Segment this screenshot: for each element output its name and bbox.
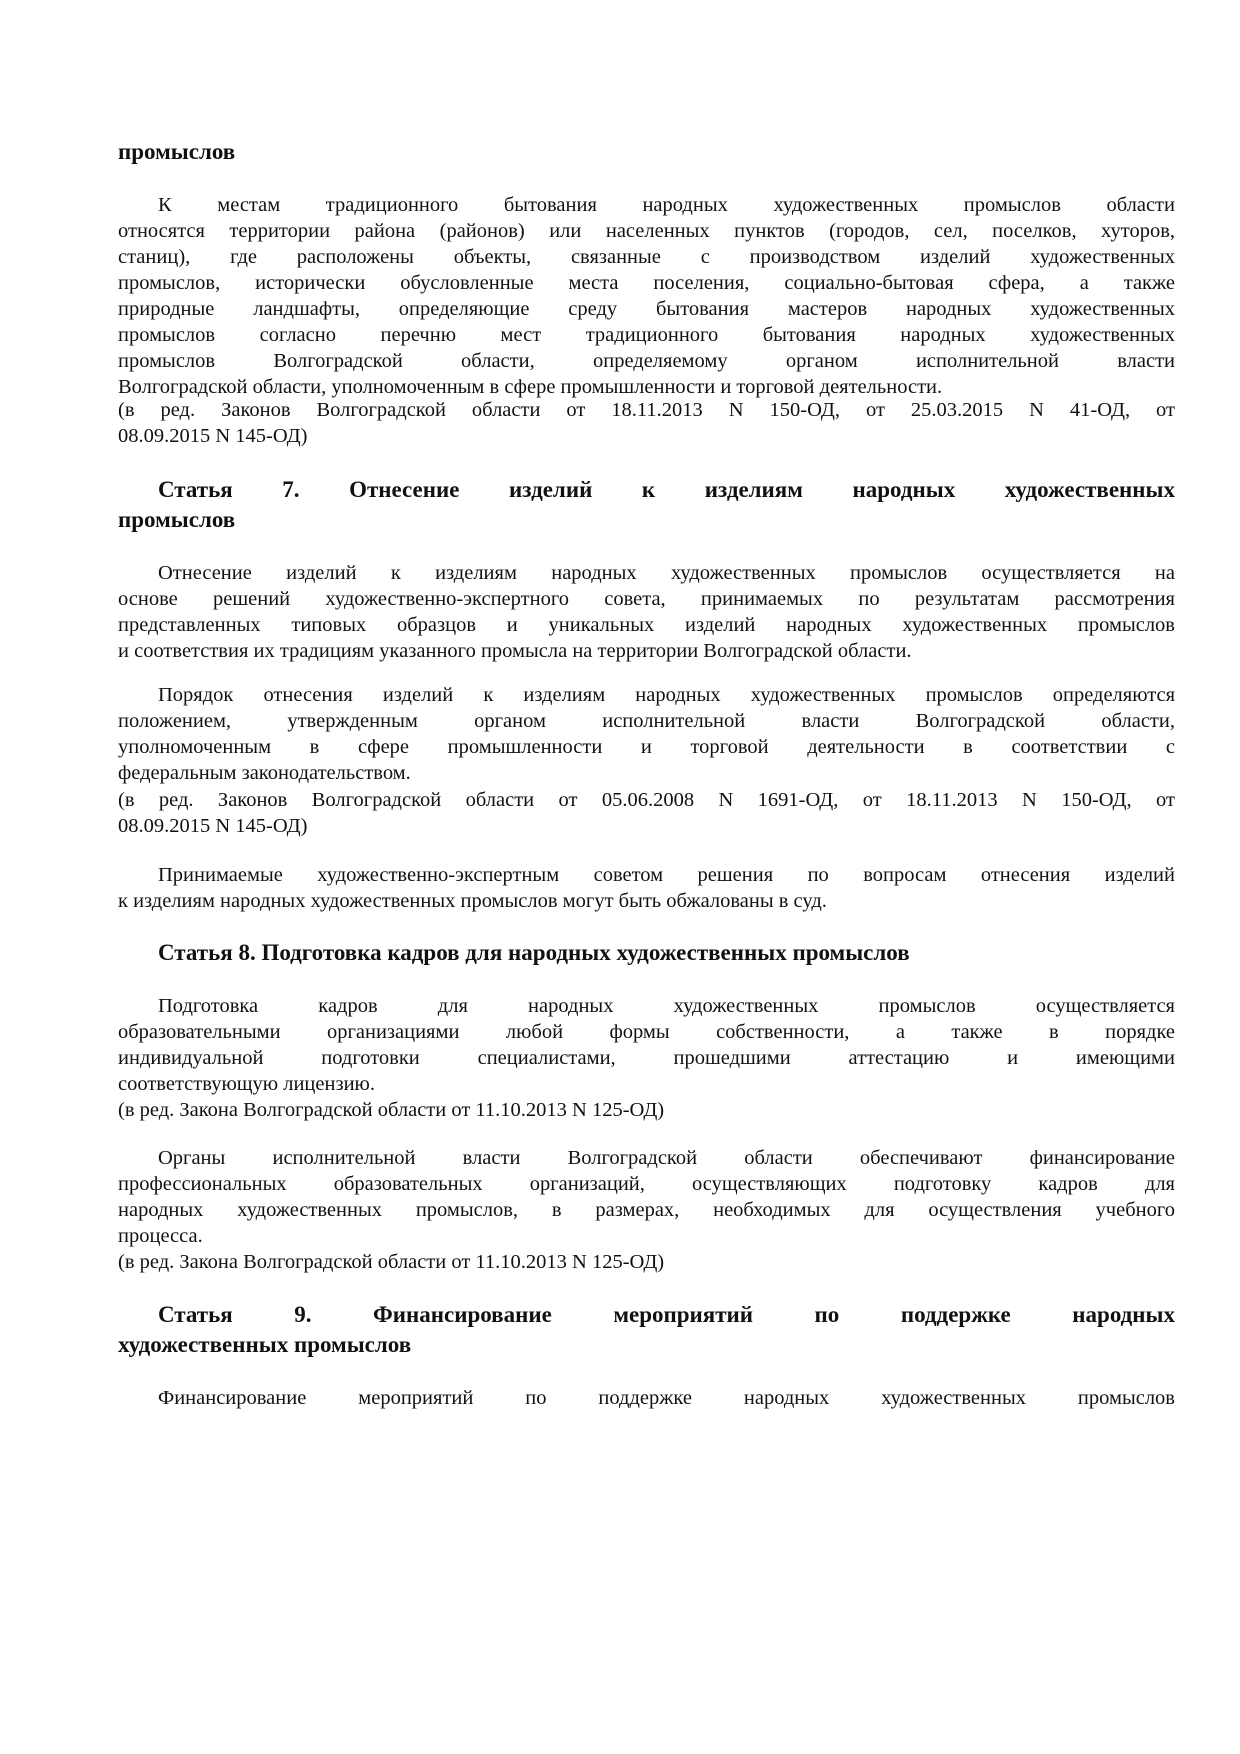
- text-line: К местам традиционного бытования народных художественных промыслов области: [158, 194, 1175, 216]
- text-line: представленных типовых образцов и уникальных изделий народных художественных промыслов: [118, 614, 1175, 636]
- text-line: (в ред. Законов Волгоградской области от 05.06.2008 N 1691-ОД, от 18.11.2013 N 150-ОД, от: [118, 789, 1175, 811]
- text-line: (в ред. Законов Волгоградской области от 18.11.2013 N 150-ОД, от 25.03.2015 N 41-ОД, от: [118, 399, 1175, 421]
- text-line: (в ред. Закона Волгоградской области от 11.10.2013 N 125-ОД): [118, 1099, 665, 1121]
- paragraph: [118, 560, 1175, 664]
- article-heading: [118, 938, 1175, 968]
- text-line: и соответствия их традициям указанного промысла на территории Волгоградской области.: [118, 640, 912, 662]
- article-heading: [118, 475, 1175, 535]
- amendment-note: [118, 787, 1175, 839]
- article-heading: [118, 1300, 1175, 1360]
- text-line: профессиональных образовательных организаций, осуществляющих подготовку кадров для: [118, 1173, 1175, 1195]
- text-line: промыслов Волгоградской области, определяемому органом исполнительной власти: [118, 350, 1175, 372]
- amendment-note: [118, 397, 1175, 449]
- text-line: основе решений художественно-экспертного совета, принимаемых по результатам рассмотрения: [118, 588, 1175, 610]
- text-line: (в ред. Закона Волгоградской области от 11.10.2013 N 125-ОД): [118, 1251, 665, 1273]
- text-line: промыслов согласно перечню мест традиционного бытования народных художественных: [118, 324, 1175, 346]
- text-line: Отнесение изделий к изделиям народных художественных промыслов осуществляется на: [158, 562, 1175, 584]
- text-line: Органы исполнительной власти Волгоградской области обеспечивают финансирование: [158, 1147, 1175, 1169]
- text-line: природные ландшафты, определяющие среду бытования мастеров народных художественных: [118, 298, 1175, 320]
- text-line: Порядок отнесения изделий к изделиям народных художественных промыслов определяются: [158, 684, 1175, 706]
- text-line: образовательными организациями любой формы собственности, а также в порядке: [118, 1021, 1175, 1043]
- text-line: уполномоченным в сфере промышленности и торговой деятельности в соответствии с: [118, 736, 1175, 758]
- text-line: Финансирование мероприятий по поддержке народных художественных промыслов: [158, 1387, 1175, 1409]
- text-line: промыслов, исторически обусловленные места поселения, социально-бытовая сфера, а также: [118, 272, 1175, 294]
- text-line: Статья 9. Финансирование мероприятий по поддержке народных: [158, 1302, 1175, 1327]
- text-line: 08.09.2015 N 145-ОД): [118, 815, 308, 837]
- article-heading: [118, 137, 1175, 167]
- text-line: станиц), где расположены объекты, связанные с производством изделий художественных: [118, 246, 1175, 268]
- text-line: промыслов: [118, 139, 236, 164]
- paragraph: [118, 682, 1175, 786]
- paragraph: [118, 1145, 1175, 1249]
- paragraph: [118, 1385, 1175, 1411]
- text-line: промыслов: [118, 507, 236, 532]
- paragraph: [118, 862, 1175, 914]
- text-line: относятся территории района (районов) или населенных пунктов (городов, сел, поселков, хуторов,: [118, 220, 1175, 242]
- text-line: Статья 8. Подготовка кадров для народных художественных промыслов: [158, 940, 910, 965]
- text-line: соответствующую лицензию.: [118, 1073, 375, 1095]
- text-line: художественных промыслов: [118, 1332, 412, 1357]
- text-line: федеральным законодательством.: [118, 762, 411, 784]
- text-line: 08.09.2015 N 145-ОД): [118, 425, 308, 447]
- text-line: народных художественных промыслов, в размерах, необходимых для осуществления учебного: [118, 1199, 1175, 1221]
- paragraph: [118, 192, 1175, 400]
- text-line: процесса.: [118, 1225, 203, 1247]
- text-line: положением, утвержденным органом исполнительной власти Волгоградской области,: [118, 710, 1175, 732]
- text-line: Волгоградской области, уполномоченным в сфере промышленности и торговой деятельности.: [118, 376, 943, 398]
- text-line: Принимаемые художественно-экспертным советом решения по вопросам отнесения изделий: [158, 864, 1175, 886]
- paragraph: [118, 993, 1175, 1097]
- text-line: индивидуальной подготовки специалистами, прошедшими аттестацию и имеющими: [118, 1047, 1175, 1069]
- amendment-note: [118, 1249, 1175, 1275]
- text-line: Подготовка кадров для народных художественных промыслов осуществляется: [158, 995, 1175, 1017]
- text-line: Статья 7. Отнесение изделий к изделиям народных художественных: [158, 477, 1175, 502]
- text-line: к изделиям народных художественных промыслов могут быть обжалованы в суд.: [118, 890, 827, 912]
- amendment-note: [118, 1097, 1175, 1123]
